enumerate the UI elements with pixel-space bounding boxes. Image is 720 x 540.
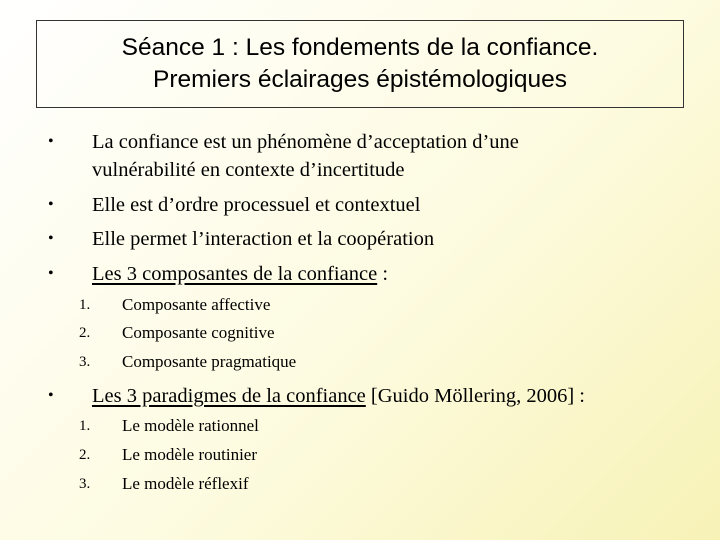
bullet-heading-composantes: Les 3 composantes de la confiance (92, 263, 378, 285)
list-number: 3. (79, 476, 91, 492)
bullet-item-5 (48, 384, 585, 408)
bullet-text-line-2: vulnérabilité en contexte d’incertitude (92, 159, 405, 181)
paradigme-item-2 (79, 445, 258, 465)
list-item-text: Composante cognitive (122, 323, 275, 342)
list-number: 2. (79, 325, 91, 341)
bullet-suffix: : (377, 263, 389, 285)
bullet-marker: • (48, 265, 54, 282)
slide-title-line-2: Premiers éclairages épistémologiques (153, 66, 567, 93)
bullet-text: Elle permet l’interaction et la coopération (92, 228, 435, 250)
list-number: 3. (79, 354, 91, 370)
list-item-text: Le modèle routinier (122, 445, 258, 464)
list-item-text: Le modèle réflexif (122, 474, 249, 493)
bullet-item-2 (48, 193, 421, 217)
bullet-marker: • (48, 387, 54, 404)
bullet-text-line-1: La confiance est un phénomène d’acceptation d’une (92, 131, 519, 153)
bullet-marker: • (48, 196, 54, 213)
paradigme-item-1 (79, 416, 259, 436)
bullet-marker: • (48, 133, 54, 150)
bullet-item-3 (48, 227, 435, 251)
bullet-suffix: [Guido Möllering, 2006] : (365, 385, 585, 407)
bullet-item-1 (48, 130, 519, 154)
list-item-text: Composante pragmatique (122, 352, 297, 371)
composante-item-3 (79, 352, 297, 372)
composante-item-1 (79, 295, 271, 315)
list-number: 1. (79, 418, 91, 434)
list-number: 1. (79, 297, 91, 313)
paradigme-item-3 (79, 474, 249, 494)
bullet-heading-paradigmes: Les 3 paradigmes de la confiance (92, 385, 366, 407)
bullet-item-1-continuation (92, 158, 405, 182)
slide-title-line-1: Séance 1 : Les fondements de la confiance. (121, 34, 599, 61)
list-item-text: Le modèle rationnel (122, 416, 259, 435)
bullet-text: Elle est d’ordre processuel et contextuel (92, 194, 421, 216)
list-number: 2. (79, 447, 91, 463)
list-item-text: Composante affective (122, 295, 271, 314)
slide-title-box (36, 20, 684, 108)
bullet-marker: • (48, 230, 54, 247)
composante-item-2 (79, 323, 275, 343)
bullet-item-4 (48, 262, 389, 286)
